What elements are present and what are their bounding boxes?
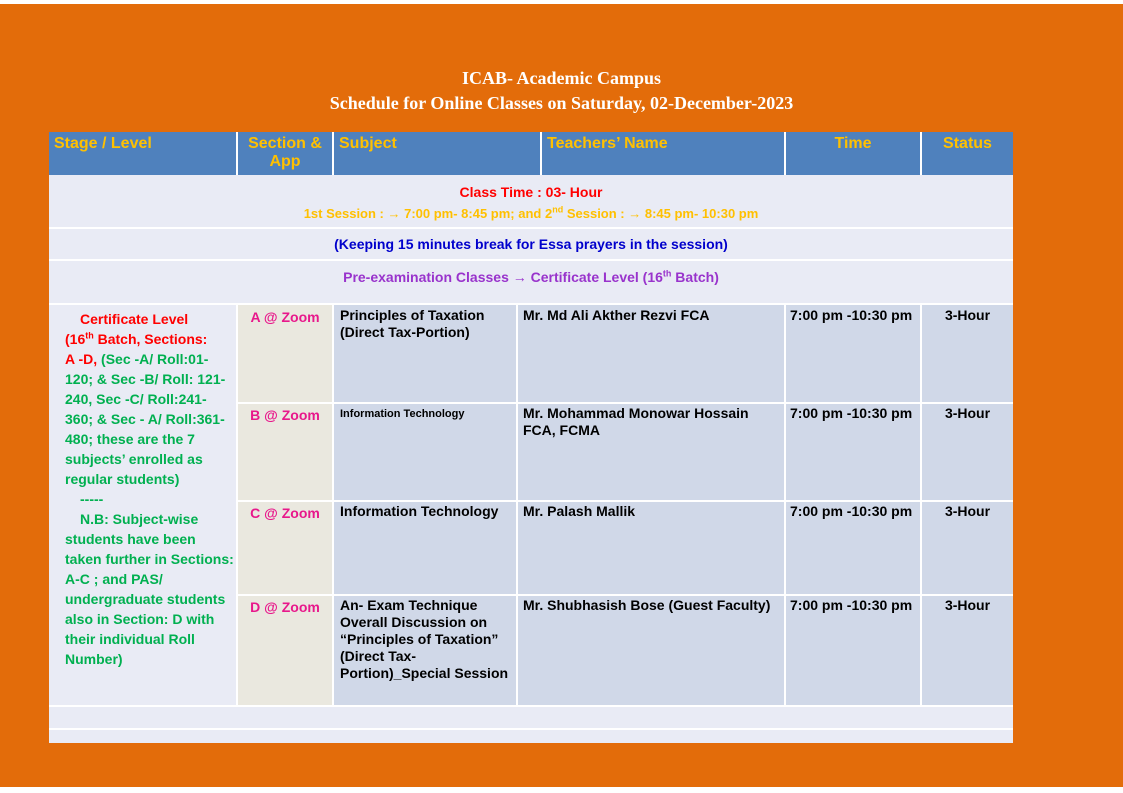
- schedule-table: [49, 132, 1013, 743]
- pre-exam-sup: th: [662, 268, 672, 279]
- teacher-d: Mr. Shubhasish Bose (Guest Faculty): [523, 597, 771, 613]
- header-section-line1: Section &: [248, 135, 322, 152]
- stage-red-line2b: Batch, Sections:: [93, 331, 208, 347]
- section-d: D @ Zoom: [250, 599, 320, 615]
- stage-red-line2: [65, 329, 235, 349]
- header-subject: Subject: [334, 132, 540, 175]
- row-divider: [49, 705, 1013, 707]
- time-b: 7:00 pm -10:30 pm: [790, 405, 913, 421]
- session-nd-sup: nd: [552, 204, 564, 215]
- row-divider: [238, 594, 1013, 596]
- session-1-text: 1st Session : → 7:00 pm- 8:45 pm; and 2: [303, 206, 553, 221]
- stage-green-body: (Sec -A/ Roll:01-120; & Sec -B/ Roll: 121-240, Sec -C/ Roll:241- 360; & Sec - A/ Roll:361- 480; these are the 7 subjects’ enrolled as regular students): [65, 351, 226, 487]
- row-divider: [238, 500, 1013, 502]
- time-a: 7:00 pm -10:30 pm: [790, 307, 913, 323]
- teacher-b: Mr. Mohammad Monowar Hossain FCA, FCMA: [523, 405, 749, 438]
- stage-red-line1: Certificate Level: [80, 311, 189, 327]
- col-divider: [784, 305, 786, 705]
- class-time-label: Class Time : 03- Hour: [459, 184, 603, 200]
- row-divider: [238, 402, 1013, 404]
- stage-dashes: -----: [80, 491, 104, 507]
- header-teachers: Teachers’ Name: [542, 132, 784, 175]
- break-note: (Keeping 15 minutes break for Essa prayers in the session): [334, 236, 728, 252]
- divider: [49, 227, 1013, 229]
- section-a: A @ Zoom: [250, 309, 320, 325]
- row-divider: [49, 728, 1013, 730]
- time-c: 7:00 pm -10:30 pm: [790, 503, 913, 519]
- status-c: 3-Hour: [944, 503, 991, 519]
- col-divider: [540, 132, 542, 175]
- status-a: 3-Hour: [944, 307, 991, 323]
- divider: [49, 259, 1013, 261]
- stage-nb-text: N.B: Subject-wise students have been taken further in Sections: A-C ; and PAS/ undergraduate students also in Section: D with their individual Roll Number): [65, 511, 234, 667]
- col-divider: [332, 132, 334, 175]
- col-divider: [332, 305, 334, 705]
- section-b: B @ Zoom: [250, 407, 320, 423]
- header-status: Status: [922, 132, 1013, 175]
- col-divider: [516, 305, 518, 705]
- col-divider: [920, 132, 922, 175]
- stage-red-line3: A -D,: [65, 351, 102, 367]
- header-section: [238, 132, 332, 175]
- time-d: 7:00 pm -10:30 pm: [790, 597, 913, 613]
- subject-d: An- Exam Technique Overall Discussion on “Principles of Taxation” (Direct Tax-Portion)_Special Session: [340, 597, 509, 681]
- status-d: 3-Hour: [944, 597, 991, 613]
- session-times: [49, 206, 1013, 221]
- pre-exam-text-b: Batch): [671, 269, 719, 285]
- stage-red-sup: th: [85, 330, 94, 341]
- session-2-text: Session : → 8:45 pm- 10:30 pm: [563, 206, 759, 221]
- subject-a: Principles of Taxation (Direct Tax-Portion): [340, 307, 485, 340]
- subject-b: Information Technology: [340, 408, 465, 420]
- teacher-a: Mr. Md Ali Akther Rezvi FCA: [523, 307, 710, 323]
- page-subtitle: Schedule for Online Classes on Saturday, 02-December-2023: [329, 93, 794, 113]
- subject-c: Information Technology: [340, 503, 499, 519]
- section-c: C @ Zoom: [250, 505, 320, 521]
- status-b: 3-Hour: [944, 405, 991, 421]
- header-section-line2: App: [269, 153, 301, 170]
- pre-exam-label: [49, 269, 1013, 285]
- col-divider: [784, 132, 786, 175]
- pre-exam-text-a: Pre-examination Classes → Certificate Level (16: [343, 269, 663, 285]
- teacher-c: Mr. Palash Mallik: [523, 503, 636, 519]
- col-divider: [236, 132, 238, 175]
- header-time: Time: [786, 132, 920, 175]
- stage-level-cell: [65, 309, 235, 669]
- page-title: ICAB- Academic Campus: [461, 68, 661, 88]
- header-stage: Stage / Level: [49, 132, 236, 175]
- stage-red-line2a: (16: [65, 331, 86, 347]
